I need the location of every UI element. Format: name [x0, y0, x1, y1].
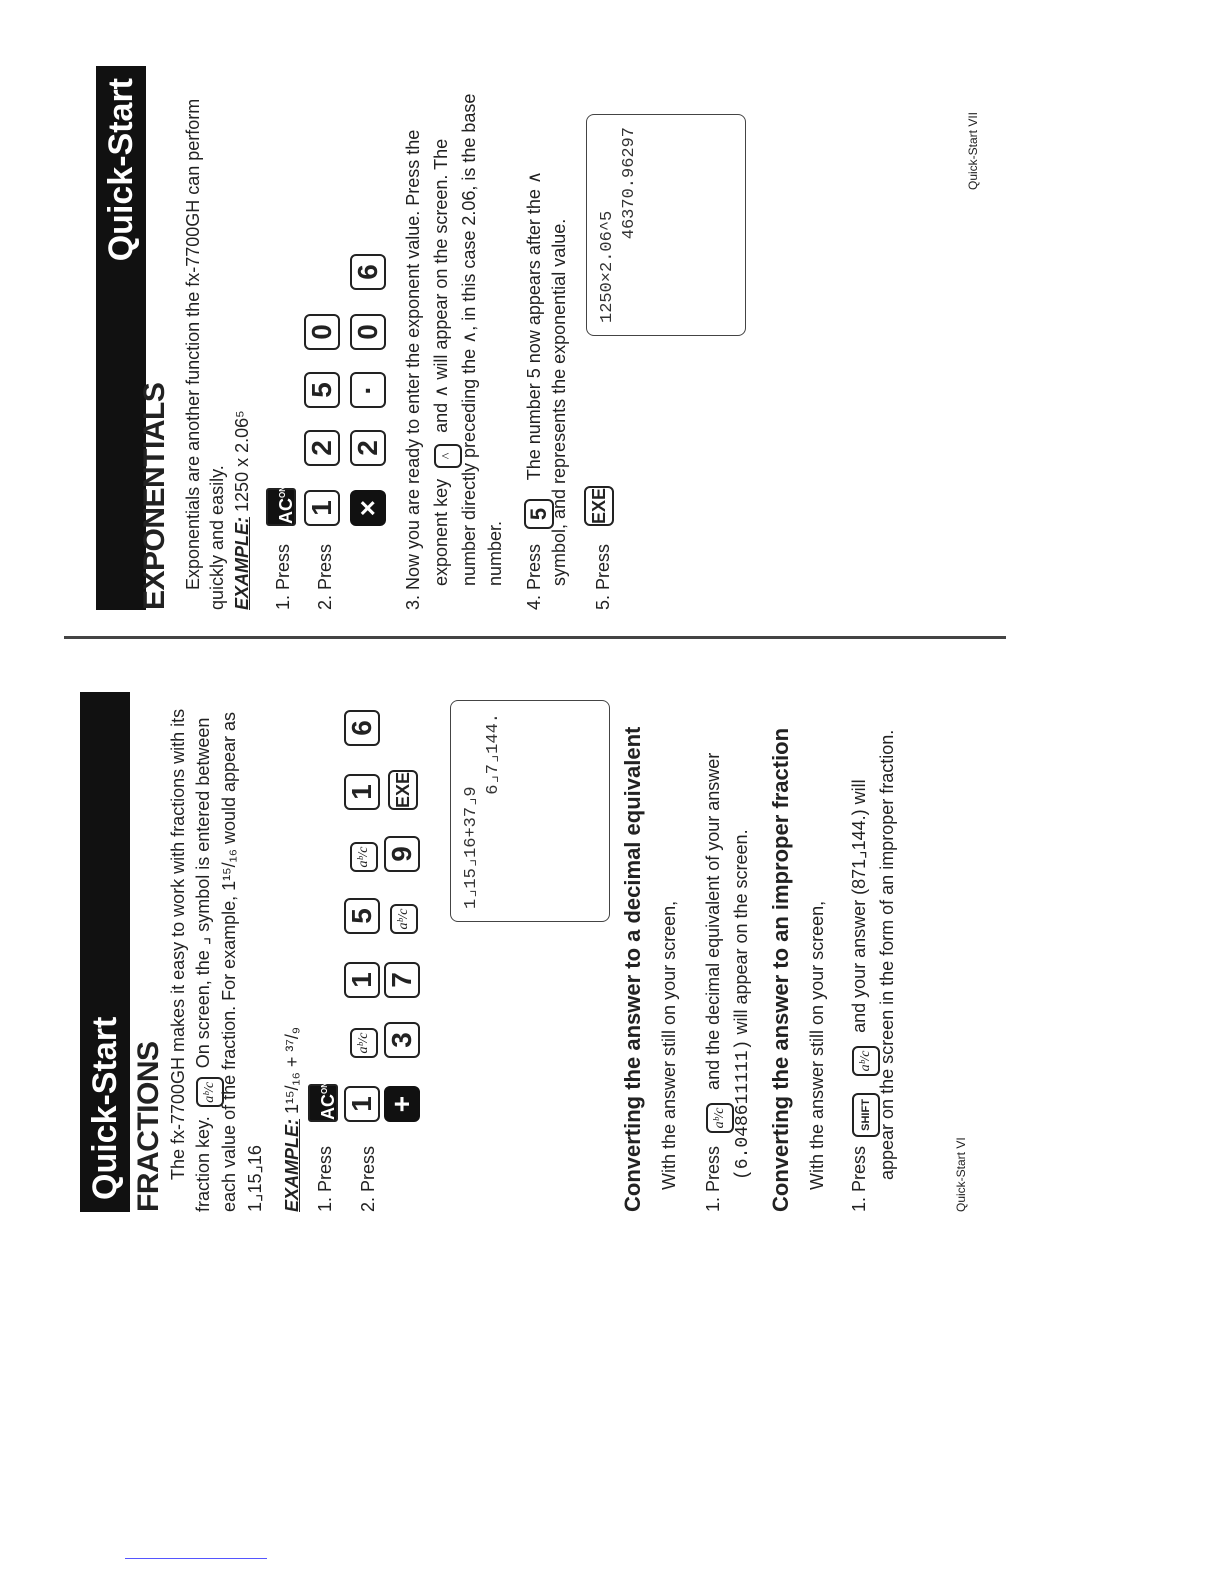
calculator-screen: [450, 700, 610, 922]
key-2: 2: [350, 430, 386, 466]
step3-line-1: 3. Now you are ready to enter the exponent value. Press the: [403, 129, 423, 610]
step5-label: 5. Press: [593, 543, 613, 610]
decimal-step: [700, 753, 730, 1212]
key-1: 1: [304, 490, 340, 526]
decimal-point-key: ·: [350, 372, 386, 408]
screen-line-2: 46370.96297: [620, 127, 639, 240]
step2-label: 2. Press: [358, 1145, 378, 1212]
intro-line-4: 1⌟15⌟16: [245, 1145, 265, 1212]
step-text: The number 5 now appears after the ∧: [524, 170, 544, 481]
on-label: ON: [320, 1082, 329, 1094]
step-label: 4. Press: [524, 543, 544, 610]
fraction-key: aᵇ/c: [390, 904, 418, 934]
step-label: 1. Press: [703, 1145, 723, 1212]
step-label: 1. Press: [849, 1145, 869, 1212]
section-intro: With the answer still on your screen,: [659, 900, 679, 1190]
header-text: Quick-Start: [86, 1016, 124, 1200]
example-expression: 1250 x 2.06⁵: [232, 410, 252, 512]
key-6: 6: [344, 710, 380, 746]
key-3: 3: [384, 1022, 420, 1058]
page-divider: [64, 636, 1006, 639]
key-0: 0: [304, 314, 340, 350]
key-9: 9: [384, 836, 420, 872]
key-5: 5: [524, 499, 554, 529]
step-text: exponent key: [431, 478, 451, 586]
page-footer: Quick-Start VI: [954, 1137, 968, 1212]
step3-line-4: number.: [485, 520, 505, 586]
exe-key: EXE: [584, 486, 614, 526]
section-heading-improper: Converting the answer to an improper fraction: [768, 727, 793, 1212]
on-label: ON: [278, 486, 287, 498]
step4-line-2: symbol, and represents the exponential value.: [549, 218, 569, 586]
intro-text: fraction key.: [193, 1116, 213, 1212]
example: [232, 410, 253, 610]
page-exponentials: [0, 0, 980, 630]
example-label: EXAMPLE:: [282, 1118, 302, 1212]
step1-label: 1. Press: [273, 543, 293, 610]
step-text: and ∧ will appear on the screen. The: [431, 138, 451, 433]
screen-line-1: 1250×2.06^5: [598, 210, 617, 323]
calculator-screen: [586, 114, 746, 336]
step4-line-1: [518, 170, 551, 610]
key-7: 7: [384, 962, 420, 998]
key-6: 6: [350, 254, 386, 290]
header-text: Quick-Start: [102, 78, 140, 262]
ac-on-key: [266, 488, 296, 526]
fraction-key: aᵇ/c: [706, 1103, 734, 1133]
screen-line-2: 6⌟7⌟144.: [484, 713, 503, 795]
shift-key: SHIFT: [852, 1093, 880, 1137]
screen-line-1: 1⌟15⌟16+37⌟9: [462, 786, 481, 909]
step-text: and your answer (871⌟144.) will: [849, 779, 869, 1033]
step3-line-2: [428, 139, 458, 586]
ac-on-key: [308, 1084, 338, 1122]
step-text: and the decimal equivalent of your answer: [703, 752, 723, 1090]
key-1: 1: [344, 962, 380, 998]
key-5: 5: [344, 898, 380, 934]
times-key: ×: [350, 490, 386, 526]
link-underline: [125, 1558, 267, 1559]
ac-label: AC: [318, 1094, 338, 1120]
plus-key: +: [384, 1086, 420, 1122]
example-expression: 1¹⁵/₁₆ + ³⁷/₉: [282, 1027, 302, 1114]
key-2: 2: [304, 430, 340, 466]
key-1: 1: [344, 1086, 380, 1122]
intro-line-1: The fx-7700GH makes it easy to work with fractions with its: [168, 708, 188, 1180]
section-heading-decimal: Converting the answer to a decimal equivalent: [620, 726, 645, 1212]
page-footer: Quick-Start VII: [966, 111, 980, 190]
section-intro: With the answer still on your screen,: [807, 900, 827, 1190]
fraction-key: aᵇ/c: [196, 1077, 224, 1107]
decimal-value: (6.048611111): [733, 1039, 753, 1180]
page-title: FRACTIONS: [132, 1041, 165, 1212]
step1-label: 1. Press: [315, 1145, 335, 1212]
key-1: 1: [344, 774, 380, 810]
example-label: EXAMPLE:: [232, 516, 252, 610]
key-5: 5: [304, 372, 340, 408]
intro-line-3: each value of the fraction. For example, 1¹⁵/₁₆ would appear as: [219, 711, 239, 1212]
exe-key: EXE: [388, 770, 418, 810]
caret-key: ^: [434, 444, 462, 468]
improper-step-line-2: appear on the screen in the form of an improper fraction.: [877, 729, 897, 1180]
intro-line-2: quickly and easily.: [207, 465, 227, 610]
intro-line-1: Exponentials are another function the fx-7700GH can perform: [183, 98, 203, 590]
improper-step: [846, 779, 876, 1212]
key-0: 0: [350, 314, 386, 350]
example: [282, 1027, 303, 1212]
step2-label: 2. Press: [315, 543, 335, 610]
fraction-key: aᵇ/c: [350, 842, 378, 872]
page-title: EXPONENTIALS: [138, 382, 171, 610]
header-bar: [80, 692, 130, 1212]
intro-text: On screen, the ⌟ symbol is entered between: [193, 717, 213, 1069]
step-text: will appear on the screen.: [731, 829, 751, 1035]
ac-label: AC: [276, 498, 296, 524]
decimal-step-line-2: [728, 829, 756, 1180]
step3-line-3: number directly preceding the ∧, in this case 2.06, is the base: [459, 93, 479, 586]
fraction-key: aᵇ/c: [350, 1028, 378, 1058]
fraction-key: aᵇ/c: [852, 1046, 880, 1076]
